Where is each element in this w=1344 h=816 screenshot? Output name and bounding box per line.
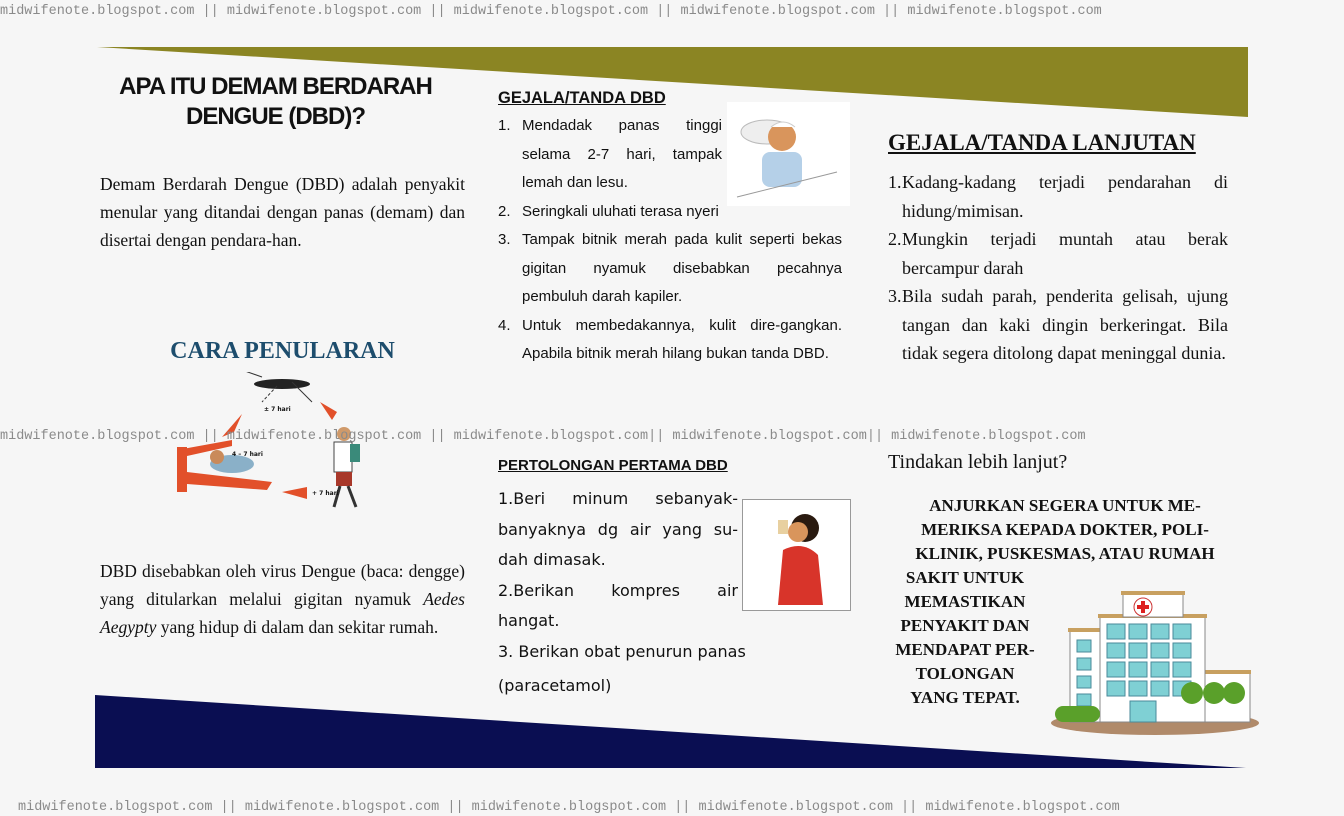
symptom-item [498, 112, 722, 198]
symptom-item [498, 198, 722, 227]
item-text: Mendadak panas tinggi selama 2-7 hari, tampak lemah dan lesu. [522, 117, 722, 191]
item-text: Tampak bitnik merah pada kulit seperti bekas gigitan nyamuk disebabkan pecahnya pembuluh darah kapiler. [522, 231, 842, 305]
advanced-symptom-item [888, 225, 1228, 282]
mosquito-icon [242, 372, 312, 402]
advice-line: MERIKSA KEPADA DOKTER, POLI- [921, 520, 1209, 539]
advanced-symptom-item [888, 282, 1228, 368]
item-number: 3. [888, 286, 902, 306]
advice-line: SAKIT UNTUK [905, 568, 1025, 587]
diagram-label-child: + 7 hari [312, 490, 339, 497]
advice-line: MEMASTIKAN [904, 592, 1026, 611]
symptom-item [498, 226, 842, 312]
main-title: APA ITU DEMAM BERDARAH DENGUE (DBD)? [119, 73, 432, 130]
item-number: 1. [888, 172, 902, 192]
transmission-heading: CARA PENULARAN [170, 338, 395, 364]
symptoms-list [498, 112, 842, 369]
advanced-symptom-item [888, 168, 1228, 225]
item-text: Seringkali uluhati terasa nyeri [522, 202, 719, 220]
advice-line: MENDAPAT PER- [895, 640, 1035, 659]
first-aid-heading: PERTOLONGAN PERTAMA DBD [498, 457, 728, 474]
patient-in-bed-icon [177, 440, 272, 492]
advice-line: ANJURKAN SEGERA UNTUK ME- [929, 496, 1201, 515]
symptoms-heading: GEJALA/TANDA DBD [498, 89, 666, 107]
watermark-top: midwifenote.blogspot.com || midwifenote.blogspot.com || midwifenote.blogspot.com || midwifenote.blogspot.com || midwifenote.blogspot.com [0, 4, 1102, 19]
item-text: Kadang-kadang terjadi pendarahan di hidung/mimisan. [902, 172, 1228, 221]
cause-text-end: yang hidup di dalam dan sekitar rumah. [156, 617, 439, 637]
child-drinking-image [742, 499, 851, 611]
advice-line: YANG TEPAT. [910, 688, 1020, 707]
species-name: Aedes Aegypty [100, 589, 465, 637]
diagram-label-patient: 4 – 7 hari [232, 451, 263, 458]
hospital-icon [1050, 588, 1260, 736]
item-text: Mungkin terjadi muntah atau berak bercampur darah [902, 229, 1228, 278]
watermark-middle: midwifenote.blogspot.com || midwifenote.blogspot.com || midwifenote.blogspot.com|| midwifenote.blogspot.com|| midwifenote.blogspot.com [0, 429, 1086, 444]
next-step-heading: Tindakan lebih lanjut? [888, 451, 1068, 473]
item-number: 3. [498, 231, 511, 248]
item-text: Bila sudah parah, penderita gelisah, ujung tangan dan kaki dingin berkeringat. Bila tidak segera ditolong dapat meninggal dunia. [902, 286, 1228, 363]
intro-paragraph: Demam Berdarah Dengue (DBD) adalah penyakit menular yang ditandai dengan panas (demam) dan disertai dengan pendara-han. [100, 174, 465, 250]
item-text: Untuk membedakannya, kulit dire-gangkan. Apabila bitnik merah hilang bukan tanda DBD. [522, 316, 842, 362]
watermark-bottom: midwifenote.blogspot.com || midwifenote.blogspot.com || midwifenote.blogspot.com || midwifenote.blogspot.com || midwifenote.blogspot.com [18, 800, 1120, 815]
cause-text: DBD disebabkan oleh virus Dengue (baca: dengge) yang ditularkan melalui gigitan nyamuk [100, 561, 465, 609]
advice-line: TOLONGAN [915, 664, 1015, 683]
advanced-symptoms-list [888, 168, 1228, 368]
child-drinking-icon [743, 500, 850, 610]
advanced-symptoms-heading: GEJALA/TANDA LANJUTAN [888, 130, 1196, 155]
advice-line: PENYAKIT DAN [900, 616, 1030, 635]
advice-block [880, 494, 1250, 566]
first-aid-item: (paracetamol) [498, 676, 612, 695]
cause-paragraph [100, 557, 465, 641]
diagram-label-mosquito: ± 7 hari [264, 406, 291, 413]
item-number: 4. [498, 316, 511, 334]
advice-line: KLINIK, PUSKESMAS, ATAU RUMAH [915, 544, 1215, 563]
first-aid-item: 3. Berikan obat penurun panas [498, 641, 746, 661]
advice-block-cont [880, 566, 1050, 710]
first-aid-item: 2.Berikan kompres air hangat. [498, 580, 738, 630]
item-number: 2. [498, 202, 511, 220]
first-aid-item: 1.Beri minum sebanyak-banyaknya dg air yang su-dah dimasak. [498, 489, 738, 569]
first-aid-list [498, 484, 746, 702]
item-number: 1. [498, 117, 511, 134]
item-number: 2. [888, 229, 902, 249]
symptom-item [498, 312, 842, 369]
